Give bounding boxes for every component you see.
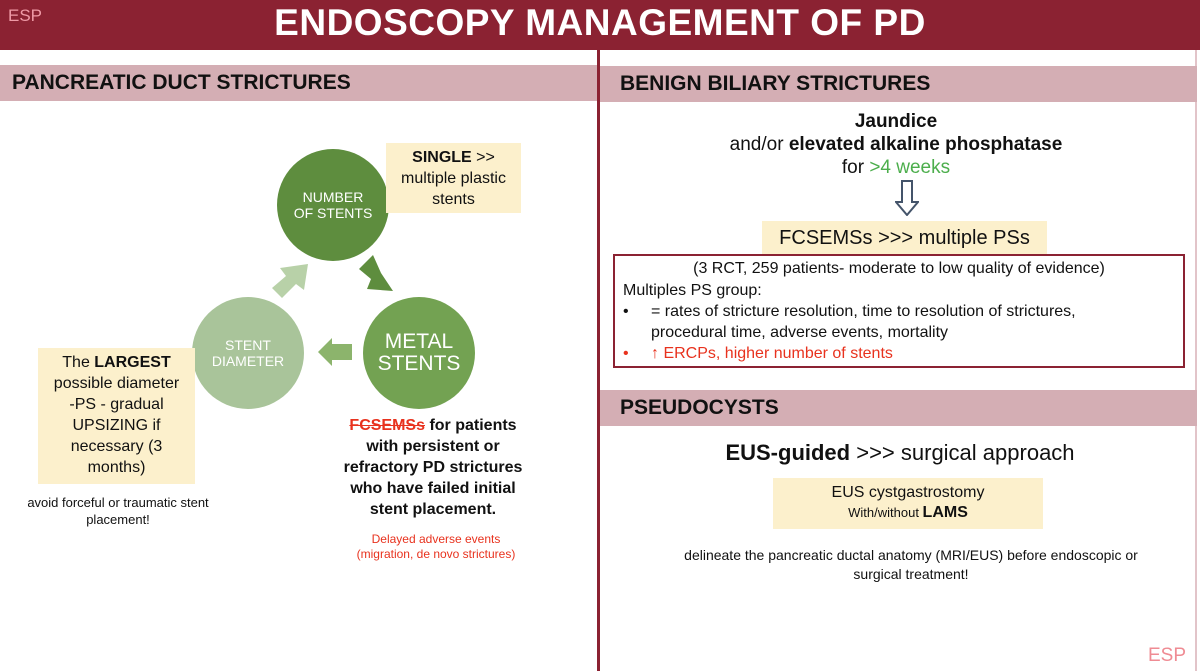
cycle-arrow-up-right-icon [270,264,310,300]
fcsems-vs-ps-box: FCSEMSs >>> multiple PSs [762,221,1047,255]
jaundice-label: Jaundice [854,111,938,132]
eus-bold: EUS-guided [725,440,851,465]
circle-label-line: DIAMETER [211,353,285,369]
circle-label-line: OF STENTS [293,205,373,221]
bullet-rates [651,301,1076,343]
circle-label-line: STENTS [377,352,461,375]
section-header-biliary-strictures [600,66,1197,102]
largest-line: -PS - gradual [69,396,164,413]
bullet-rates-line: = rates of stricture resolution, time to resolution of strictures, [651,303,1076,320]
delayed-line: Delayed adverse events [371,532,501,546]
avoid-traumatic-note [10,494,226,528]
with-without-label: With/without [848,505,923,520]
circle-stent-diameter [192,297,304,409]
weeks-label: >4 weeks [869,157,951,178]
largest-line: possible diameter [53,375,180,392]
evidence-line: (3 RCT, 259 patients- moderate to low quality of evidence) [693,260,1105,277]
avoid-line: avoid forceful or traumatic stent [27,495,209,510]
bullet-symbol: • [623,303,629,320]
eus-rest: >>> surgical approach [850,440,1075,465]
cycle-arrow-down-right-icon [355,255,395,295]
circle-label-line: NUMBER [302,189,364,205]
largest-diameter-note [38,348,195,484]
alp-label: elevated alkaline phosphatase [788,134,1063,155]
fcsems-line: stent placement. [369,501,497,518]
avoid-line: placement! [86,512,150,527]
delayed-adverse-events-note [336,532,536,562]
single-line: multiple plastic [401,170,506,187]
circle-number-of-stents [277,149,389,261]
fcsems-line: with persistent or [366,438,500,455]
fcsems-indication-note [330,415,536,520]
largest-prefix: The [62,354,95,371]
section-header-pd-strictures [0,65,597,101]
delayed-line: (migration, de novo strictures) [356,547,516,561]
circle-label-line: METAL [384,330,454,353]
jaundice-criteria [600,110,1192,179]
single-bold: SINGLE [412,149,472,166]
single-stent-note [386,143,521,213]
eus-cystgastrostomy-box [773,478,1043,529]
bullet-ercps: ↑ ERCPs, higher number of stents [651,345,893,362]
single-rest: >> [471,149,495,166]
fcsems-line: refractory PD strictures [343,459,523,476]
esp-logo-bottom: ESP [1147,645,1186,666]
section-title-pd-strictures: PANCREATIC DUCT STRICTURES [12,71,351,94]
page-title: ENDOSCOPY MANAGEMENT OF PD [274,2,926,43]
lams-label: LAMS [922,504,968,521]
for-label: for [841,157,870,178]
section-header-pseudocysts [600,390,1197,426]
single-line: stents [432,191,475,208]
cycle-arrow-left-icon [318,336,352,368]
right-edge-line [1195,50,1197,671]
andor-label: and/or [729,134,789,155]
eus-guided-line [600,440,1200,466]
circle-label-line: STENT [225,337,271,353]
largest-line: months) [87,459,146,476]
fcsems-struck: FCSEMSs [349,417,425,434]
group-label: Multiples PS group: [623,282,762,299]
delineate-line: surgical treatment! [853,566,969,582]
circle-metal-stents [363,297,475,409]
section-title-biliary-strictures: BENIGN BILIARY STRICTURES [620,72,931,95]
down-arrow-icon [895,180,919,216]
largest-bold: LARGEST [94,354,171,371]
largest-line: necessary (3 [70,438,163,455]
fcsems-rest: for patients [425,417,517,434]
esp-logo-top: ESP [8,6,43,25]
delineate-line: delineate the pancreatic ductal anatomy (MRI/EUS) before endoscopic or [684,547,1138,563]
cystgastrostomy-label: EUS cystgastrostomy [831,484,985,501]
delineate-note [640,546,1182,584]
section-title-pseudocysts: PSEUDOCYSTS [620,396,779,419]
bullet-rates-line: procedural time, adverse events, mortality [651,324,949,341]
bullet-symbol: • [623,345,629,362]
fcsems-line: who have failed initial [350,480,516,497]
largest-line: UPSIZING if [72,417,161,434]
